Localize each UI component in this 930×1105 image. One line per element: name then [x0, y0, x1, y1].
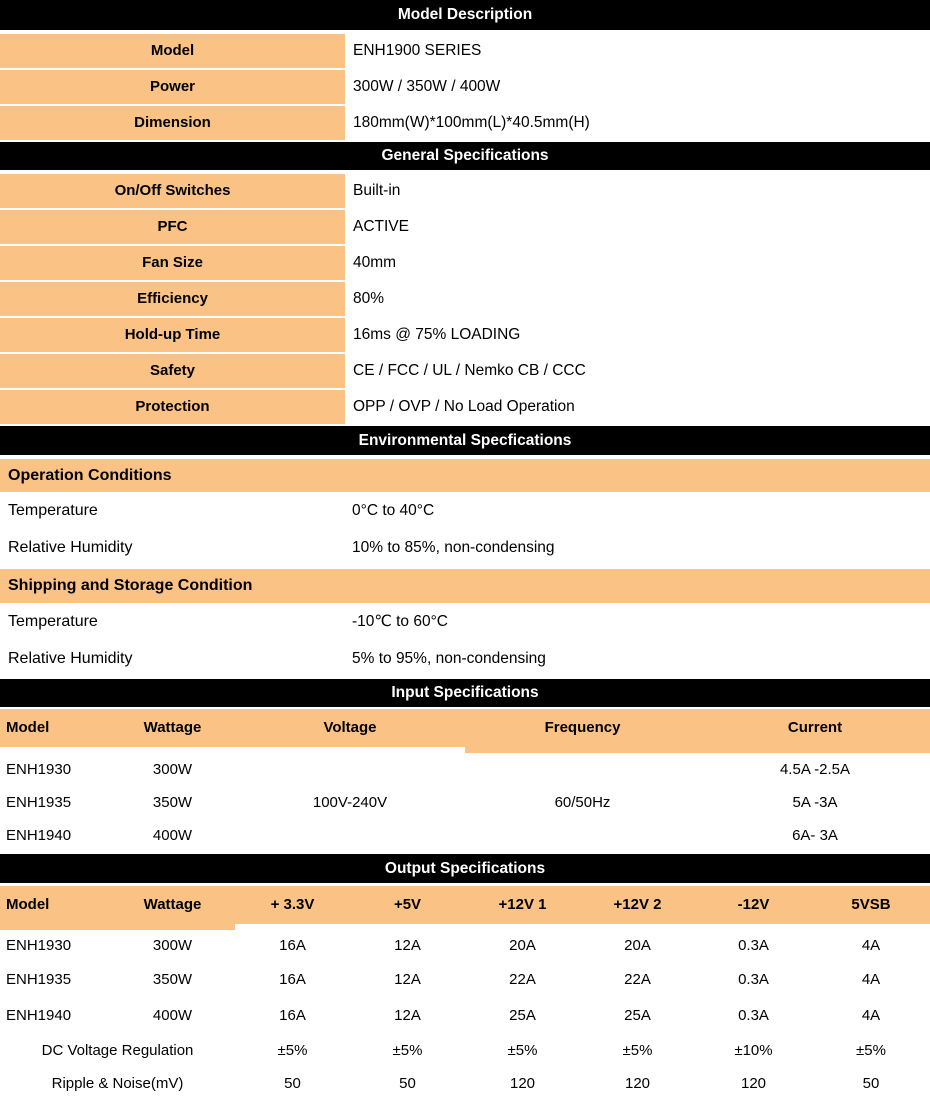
column-header-wattage: Wattage — [143, 719, 202, 736]
table-row — [0, 246, 930, 280]
column-header-neg12v: -12V — [737, 896, 770, 913]
cell-wattage: 300W — [152, 761, 193, 778]
cell-current: 5A -3A — [792, 794, 838, 811]
cell-12v2: ±5% — [622, 1042, 653, 1059]
cell-12v2: 22A — [624, 971, 651, 988]
cell-neg12v: 120 — [740, 1075, 767, 1092]
table-row — [0, 962, 930, 998]
row-label: Relative Humidity — [8, 649, 133, 667]
cell-wattage: 400W — [152, 1007, 193, 1024]
row-value: 16ms @ 75% LOADING — [353, 326, 521, 343]
column-header-5v: +5V — [393, 896, 422, 913]
cell-wattage: 350W — [152, 971, 193, 988]
cell-neg12v: 0.3A — [738, 937, 769, 954]
table-row — [0, 106, 930, 140]
row-value: 0°C to 40°C — [352, 501, 435, 519]
table-row-dc-voltage-regulation — [0, 1034, 930, 1067]
table-row — [0, 210, 930, 244]
cell-5v: ±5% — [392, 1042, 423, 1059]
table-row — [0, 34, 930, 68]
cell-12v2: 20A — [624, 937, 651, 954]
column-header-voltage: Voltage — [323, 719, 377, 736]
row-label: Ripple & Noise(mV) — [51, 1075, 184, 1092]
cell-5v: 12A — [394, 937, 421, 954]
row-label: Safety — [0, 354, 345, 388]
cell-3v3: 50 — [284, 1075, 301, 1092]
row-value: 5% to 95%, non-condensing — [352, 649, 546, 667]
column-header-current: Current — [787, 719, 843, 736]
cell-12v2: 120 — [624, 1075, 651, 1092]
row-value: -10℃ to 60°C — [352, 613, 448, 630]
row-label: Temperature — [8, 501, 98, 519]
cell-wattage: 400W — [152, 827, 193, 844]
cell-5vsb: 50 — [862, 1075, 880, 1092]
cell-neg12v: ±10% — [734, 1042, 773, 1059]
table-row — [0, 529, 930, 566]
table-row — [0, 603, 930, 640]
table-row — [0, 354, 930, 388]
section-title-environmental-specifications: Environmental Specfications — [0, 426, 930, 455]
row-value: Built-in — [353, 182, 401, 199]
cell-5vsb: ±5% — [856, 1042, 886, 1059]
cell-voltage — [235, 819, 465, 852]
cell-3v3: 16A — [279, 937, 306, 954]
table-row — [0, 318, 930, 352]
cell-12v1: 20A — [509, 937, 536, 954]
table-row — [0, 282, 930, 316]
input-table-header — [0, 709, 930, 747]
row-label: Power — [0, 70, 345, 104]
cell-model: ENH1940 — [6, 827, 72, 844]
row-value: OPP / OVP / No Load Operation — [353, 398, 575, 415]
cell-3v3: ±5% — [277, 1042, 308, 1059]
cell-5vsb: 4A — [861, 937, 881, 954]
row-label: Protection — [0, 390, 345, 424]
output-table-header — [0, 886, 930, 924]
cell-voltage — [235, 753, 465, 786]
row-value: CE / FCC / UL / Nemko CB / CCC — [353, 362, 586, 379]
cell-model: ENH1940 — [6, 1007, 72, 1024]
table-row — [0, 492, 930, 529]
cell-frequency-shared: 60/50Hz — [554, 794, 611, 811]
cell-12v2: 25A — [624, 1007, 651, 1024]
row-value: 180mm(W)*100mm(L)*40.5mm(H) — [353, 114, 590, 131]
cell-5vsb: 4A — [861, 971, 881, 988]
row-value: 80% — [353, 290, 385, 307]
column-header-wattage: Wattage — [143, 896, 202, 913]
row-label: On/Off Switches — [0, 174, 345, 208]
column-header-model: Model — [6, 719, 50, 736]
cell-3v3: 16A — [279, 971, 306, 988]
table-row — [0, 174, 930, 208]
row-label: Hold-up Time — [0, 318, 345, 352]
cell-5v: 12A — [394, 1007, 421, 1024]
column-header-5vsb: 5VSB — [851, 896, 891, 913]
row-value: ENH1900 SERIES — [353, 42, 482, 59]
table-row-ripple-noise — [0, 1067, 930, 1100]
row-label: Dimension — [0, 106, 345, 140]
subsection-title-operation-conditions: Operation Conditions — [0, 459, 930, 492]
row-value: 40mm — [353, 254, 397, 271]
table-row — [0, 819, 930, 852]
table-row — [0, 786, 930, 819]
subsection-title-shipping-storage-condition: Shipping and Storage Condition — [0, 569, 930, 603]
row-label: DC Voltage Regulation — [41, 1042, 194, 1059]
column-header-3v3: + 3.3V — [270, 896, 315, 913]
table-row — [0, 753, 930, 786]
cell-5vsb: 4A — [861, 1007, 881, 1024]
cell-frequency — [465, 753, 700, 786]
cell-voltage-shared: 100V-240V — [312, 794, 388, 811]
cell-model: ENH1935 — [6, 971, 72, 988]
column-header-model: Model — [6, 896, 50, 913]
table-row — [0, 70, 930, 104]
cell-12v1: ±5% — [507, 1042, 538, 1059]
row-label: Efficiency — [0, 282, 345, 316]
cell-3v3: 16A — [279, 1007, 306, 1024]
column-header-12v2: +12V 2 — [613, 896, 662, 913]
row-value: ACTIVE — [353, 218, 409, 235]
table-row — [0, 640, 930, 677]
table-row — [0, 998, 930, 1034]
section-title-model-description: Model Description — [0, 0, 930, 30]
row-label: Model — [0, 34, 345, 68]
cell-5v: 12A — [394, 971, 421, 988]
row-label: PFC — [0, 210, 345, 244]
cell-model: ENH1930 — [6, 761, 72, 778]
table-row — [0, 390, 930, 424]
cell-current: 6A- 3A — [792, 827, 838, 844]
section-title-output-specifications: Output Specifications — [0, 854, 930, 883]
cell-frequency — [465, 819, 700, 852]
cell-model: ENH1935 — [6, 794, 72, 811]
row-label: Relative Humidity — [8, 538, 133, 556]
row-value: 10% to 85%, non-condensing — [352, 538, 555, 556]
cell-12v1: 120 — [509, 1075, 536, 1092]
cell-current: 4.5A -2.5A — [779, 761, 851, 778]
cell-wattage: 300W — [152, 937, 193, 954]
general-specifications-table — [0, 174, 930, 424]
table-row — [0, 930, 930, 962]
column-header-12v1: +12V 1 — [498, 896, 547, 913]
row-value: 300W / 350W / 400W — [353, 78, 501, 95]
cell-model: ENH1930 — [6, 937, 72, 954]
cell-wattage: 350W — [152, 794, 193, 811]
row-label: Fan Size — [0, 246, 345, 280]
cell-12v1: 22A — [509, 971, 536, 988]
model-description-table — [0, 34, 930, 140]
cell-neg12v: 0.3A — [738, 1007, 769, 1024]
section-title-input-specifications: Input Specifications — [0, 679, 930, 707]
row-label: Temperature — [8, 612, 98, 630]
cell-neg12v: 0.3A — [738, 971, 769, 988]
cell-12v1: 25A — [509, 1007, 536, 1024]
section-title-general-specifications: General Specifications — [0, 142, 930, 170]
cell-5v: 50 — [399, 1075, 416, 1092]
column-header-frequency: Frequency — [544, 719, 621, 736]
